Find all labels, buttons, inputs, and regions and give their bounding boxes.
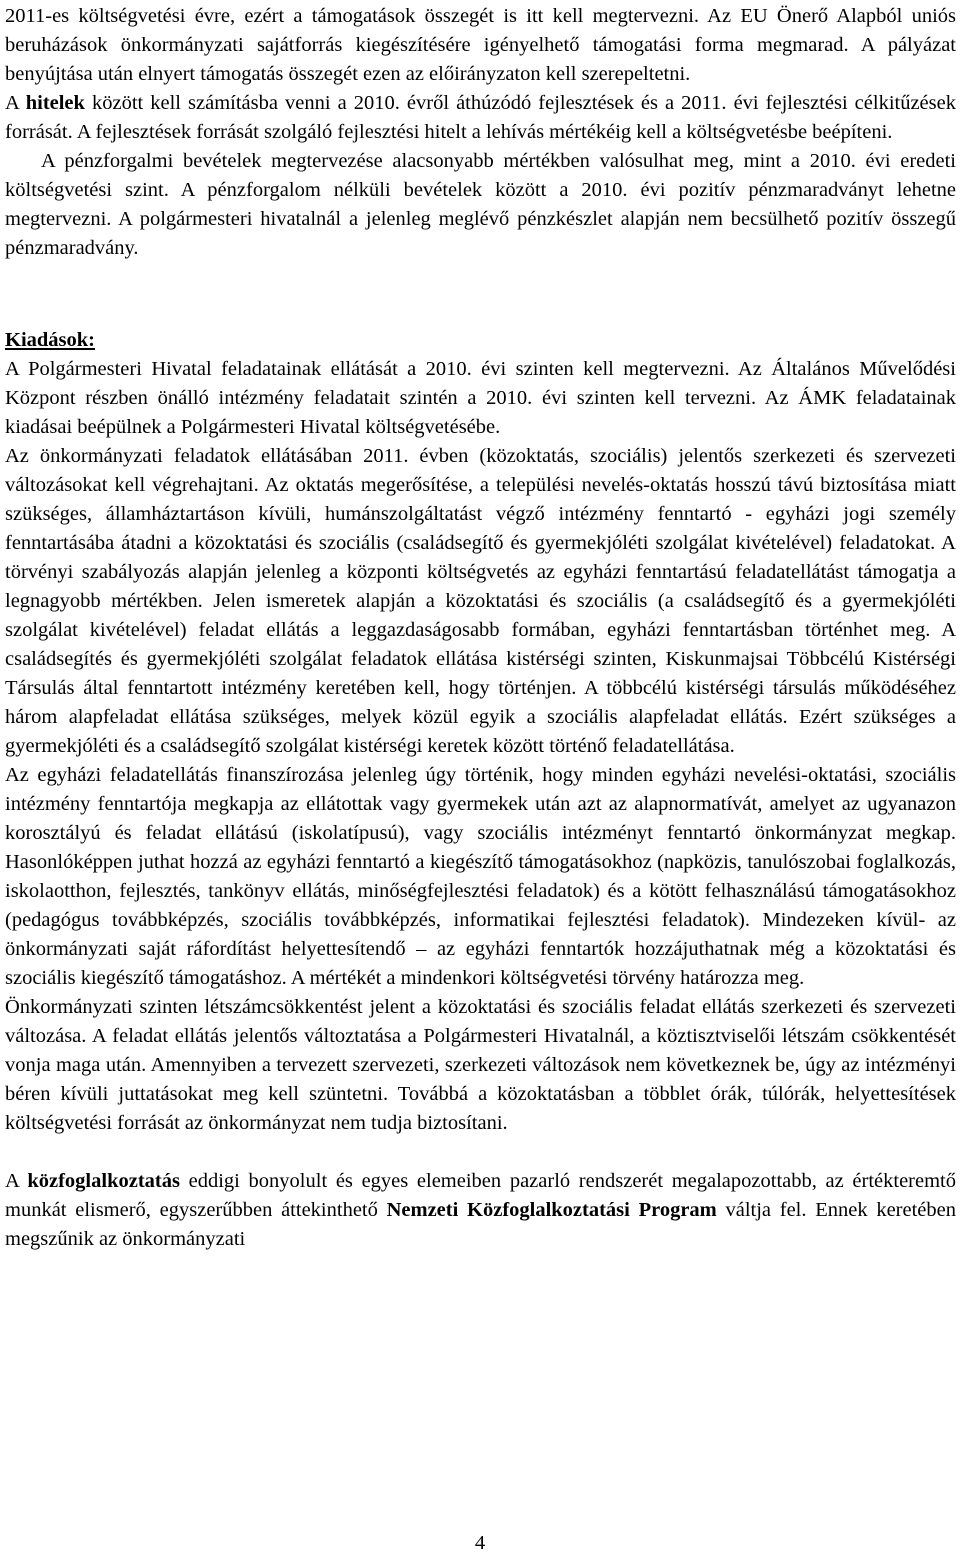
public-employment-bold-term: közfoglalkoztatás <box>27 1170 180 1192</box>
loans-text-a: A <box>5 92 26 114</box>
paragraph-structural-changes: Az önkormányzati feladatok ellátásában 2011. évben (közoktatás, szociális) jelentős szerkezeti és szervezeti változásokat kell végrehajtani. Az oktatás megerősítése, a települési nevelés-oktatás hosszú távú biztosítása miatt szükséges, államháztartáson kívüli, humánszolgáltatást végző intézmény fenntartó - egyházi jogi személy fenntartásába átadni a közoktatási és szociális (családsegítő és gyermekjóléti szolgálat kivételével) feladatokat. A törvényi szabályozás alapján jelenleg a központi költségvetés az egyházi fenntartású feladatellátást támogatja a legnagyobb mértékben. Jelen ismeretek alapján a közoktatási és szociális (a családsegítő és a gyermekjóléti szolgálat kivételével) feladat ellátás a leggazdaságosabb formában, egyházi fenntartásban történhet meg. A családsegítés és gyermekjóléti szolgálat feladatok ellátása kistérségi szinten, Kiskunmajsai Többcélú Kistérségi Társulás által fenntartott intézmény keretében kell, hogy történjen. A többcélú kistérségi társulás működéséhez három alapfeladat ellátása szükséges, melyek közül egyik a szociális alapfeladat ellátás. Ezért szükséges a gyermekjóléti és a családsegítő szolgálat kistérségi keretek között történő feladatellátása. <box>5 445 956 757</box>
section-heading-expenses <box>5 326 956 355</box>
public-employment-text-b: eddigi bonyolult és egyes elemeiben pazarló rendszerét megalapozottabb, az értékteremtő munkát elismerő, egyszerűbben áttekinthető <box>5 1170 956 1221</box>
expenses-heading-text: Kiadások: <box>5 329 95 351</box>
paragraph-eu-support: 2011-es költségvetési évre, ezért a támogatások összegét is itt kell megtervezni. Az EU Önerő Alapból uniós beruházások önkormányzati sajátforrás kiegészítésére igényelhető támogatási forma megmarad. A pályázat benyújtása után elnyert támogatás összegét ezen az előirányzaton kell szerepeltetni. <box>5 5 956 85</box>
paragraph-church-financing: Az egyházi feladatellátás finanszírozása jelenleg úgy történik, hogy minden egyházi nevelési-oktatási, szociális intézmény fenntartója megkapja az ellátottak vagy gyermekek után azt az alapnormatívát, amelyet az ugyanazon korosztályú és feladat ellátású (iskolatípusú), vagy szociális intézményt fenntartó önkormányzat megkap. Hasonlóképpen juthat hozzá az egyházi fenntartó a kiegészítő támogatásokhoz (napközis, tanulószobai foglalkozás, iskolaotthon, fejlesztés, tankönyv ellátás, minőségfejlesztési feladatok) és a kötött felhasználású támogatásokhoz (pedagógus továbbképzés, szociális továbbképzés, informatikai fejlesztési feladatok). Mindezeken kívül- az önkormányzati saját ráfordítást helyettesítendő – az egyházi fenntartók hozzájuthatnak még a közoktatási és szociális kiegészítő támogatáshoz. A mértékét a mindenkori költségvetési törvény határozza meg. <box>5 764 956 989</box>
paragraph-loans <box>5 89 956 147</box>
public-employment-text-c: váltja fel. Ennek keretében megszűnik az önkormányzati <box>5 1199 956 1250</box>
paragraph-public-employment <box>5 1167 956 1254</box>
loans-bold-term: hitelek <box>25 92 85 114</box>
paragraph-mayor-office: A Polgármesteri Hivatal feladatainak ellátását a 2010. évi szinten kell megtervezni. Az Általános Művelődési Központ részben önálló intézmény feladatait szintén a 2010. évi szinten kell tervezni. Az ÁMK feladatainak kiadásai beépülnek a Polgármesteri Hivatal költségvetésébe. <box>5 358 956 438</box>
public-employment-text-a: A <box>5 1170 28 1192</box>
paragraph-staff-reduction: Önkormányzati szinten létszámcsökkentést jelent a közoktatási és szociális feladat ellátás szerkezeti és szervezeti változása. A feladat ellátás jelentős változtatása a Polgármesteri Hivatalnál, a köztisztviselői létszám csökkentését vonja maga után. Amennyiben a tervezett szervezeti, szerkezeti változások nem következnek be, úgy az intézményi béren kívüli juttatásokat meg kell szüntetni. Továbbá a közoktatásban a többlet órák, túlórák, helyettesítések költségvetési forrását az önkormányzat nem tudja biztosítani. <box>5 996 956 1134</box>
page-number: 4 <box>474 1532 486 1554</box>
loans-text-b: között kell számításba venni a 2010. évről áthúzódó fejlesztések és a 2011. évi fejlesztési célkitűzések forrását. A fejlesztések forrását szolgáló fejlesztési hitelt a lehívás mértékéig kell a költségvetésbe beépíteni. <box>5 92 956 143</box>
public-employment-program-name: Nemzeti Közfoglalkoztatási Program <box>386 1199 717 1221</box>
paragraph-cashflow-revenues: A pénzforgalmi bevételek megtervezése alacsonyabb mértékben valósulhat meg, mint a 2010. évi eredeti költségvetési szint. A pénzforgalom nélküli bevételek között a 2010. évi pozitív pénzmaradványt lehetne megtervezni. A polgármesteri hivatalnál a jelenleg meglévő pénzkészlet alapján nem becsülhető pozitív összegű pénzmaradvány. <box>5 150 956 259</box>
